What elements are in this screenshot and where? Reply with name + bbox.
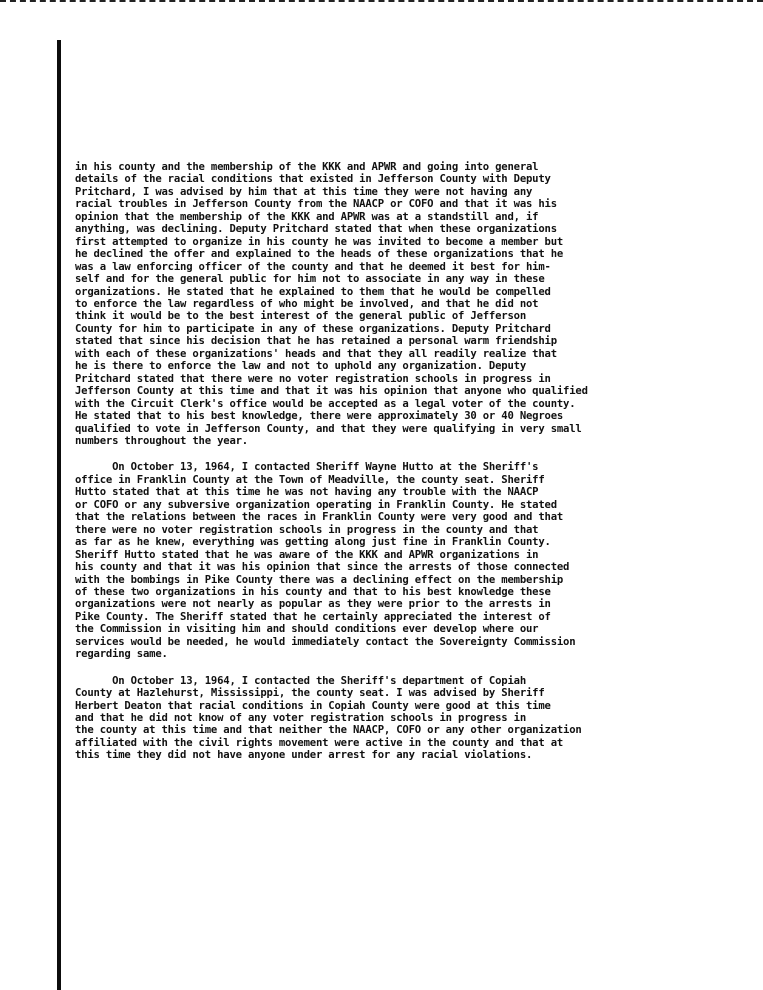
text-line: and that he did not know of any voter registration schools in progress in — [75, 712, 526, 725]
text-line: to enforce the law regardless of who might be involved, and that he did not — [75, 297, 539, 310]
text-line: with the Circuit Clerk's office would be accepted as a legal voter of the county. — [75, 397, 576, 410]
typed-document-body — [75, 161, 725, 762]
text-line: Pike County. The Sheriff stated that he certainly appreciated the interest of — [75, 610, 551, 623]
paragraph-franklin-county — [75, 461, 725, 660]
text-line: think it would be to the best interest of the general public of Jefferson — [75, 310, 526, 323]
text-line: that the relations between the races in Franklin County were very good and that — [75, 511, 564, 524]
binding-edge — [57, 40, 61, 990]
text-line: County at Hazlehurst, Mississippi, the county seat. I was advised by Sheriff — [75, 687, 545, 700]
text-line: he is there to enforce the law and not to uphold any organization. Deputy — [75, 360, 526, 373]
text-line: with each of these organizations' heads and that they all readily realize that — [75, 347, 557, 360]
text-line: or COFO or any subversive organization operating in Franklin County. He stated — [75, 498, 557, 511]
text-line: Sheriff Hutto stated that he was aware of the KKK and APWR organizations in — [75, 548, 539, 561]
text-line: the county at this time and that neither the NAACP, COFO or any other organization — [75, 724, 582, 737]
text-line: regarding same. — [75, 648, 168, 661]
text-line: Hutto stated that at this time he was not having any trouble with the NAACP — [75, 486, 539, 499]
text-line: On October 13, 1964, I contacted Sheriff Wayne Hutto at the Sheriff's — [75, 461, 539, 474]
text-line: there were no voter registration schools in progress in the county and that — [75, 523, 539, 536]
text-line: first attempted to organize in his county he was invited to become a member but — [75, 235, 564, 248]
text-line: qualified to vote in Jefferson County, and that they were qualifying in very small — [75, 422, 582, 435]
text-line: this time they did not have anyone under arrest for any racial violations. — [75, 749, 533, 762]
text-line: organizations. He stated that he explained to them that he would be compelled — [75, 285, 551, 298]
text-line: Pritchard, I was advised by him that at this time they were not having any — [75, 185, 533, 198]
text-line: his county and that it was his opinion that since the arrests of those connected — [75, 561, 570, 574]
text-line: Herbert Deaton that racial conditions in Copiah County were good at this time — [75, 699, 551, 712]
text-line: services would be needed, he would immediately contact the Sovereignty Commission — [75, 635, 576, 648]
text-line: organizations were not nearly as popular as they were prior to the arrests in — [75, 598, 551, 611]
text-line: He stated that to his best knowledge, there were approximately 30 or 40 Negroes — [75, 410, 564, 423]
text-line: racial troubles in Jefferson County from the NAACP or COFO and that it was his — [75, 198, 557, 211]
text-line: anything, was declining. Deputy Pritchard stated that when these organizations — [75, 223, 557, 236]
text-line: the Commission in visiting him and should conditions ever develop where our — [75, 623, 539, 636]
text-line: Pritchard stated that there were no voter registration schools in progress in — [75, 372, 551, 385]
paragraph-jefferson-county — [75, 161, 725, 447]
text-line: affiliated with the civil rights movement were active in the county and that at — [75, 736, 564, 749]
text-line: self and for the general public for him not to associate in any way in these — [75, 273, 545, 286]
text-line: was a law enforcing officer of the county and that he deemed it best for him- — [75, 260, 551, 273]
text-line: he declined the offer and explained to the heads of these organizations that he — [75, 248, 564, 261]
page-top-edge — [0, 0, 763, 5]
text-line: stated that since his decision that he has retained a personal warm friendship — [75, 335, 557, 348]
text-line: office in Franklin County at the Town of Meadville, the county seat. Sheriff — [75, 473, 545, 486]
text-line: details of the racial conditions that existed in Jefferson County with Deputy — [75, 173, 551, 186]
text-line: in his county and the membership of the KKK and APWR and going into general — [75, 161, 539, 173]
paragraph-copiah-county — [75, 675, 725, 762]
text-line: as far as he knew, everything was getting along just fine in Franklin County. — [75, 536, 551, 549]
text-line: County for him to participate in any of these organizations. Deputy Pritchard — [75, 322, 551, 335]
text-line: of these two organizations in his county and that to his best knowledge these — [75, 585, 551, 598]
text-line: numbers throughout the year. — [75, 434, 248, 447]
text-line: On October 13, 1964, I contacted the Sheriff's department of Copiah — [75, 674, 526, 687]
text-line: opinion that the membership of the KKK and APWR was at a standstill and, if — [75, 210, 539, 223]
text-line: Jefferson County at this time and that it was his opinion that anyone who qualified — [75, 385, 588, 398]
text-line: with the bombings in Pike County there was a declining effect on the membership — [75, 573, 564, 586]
